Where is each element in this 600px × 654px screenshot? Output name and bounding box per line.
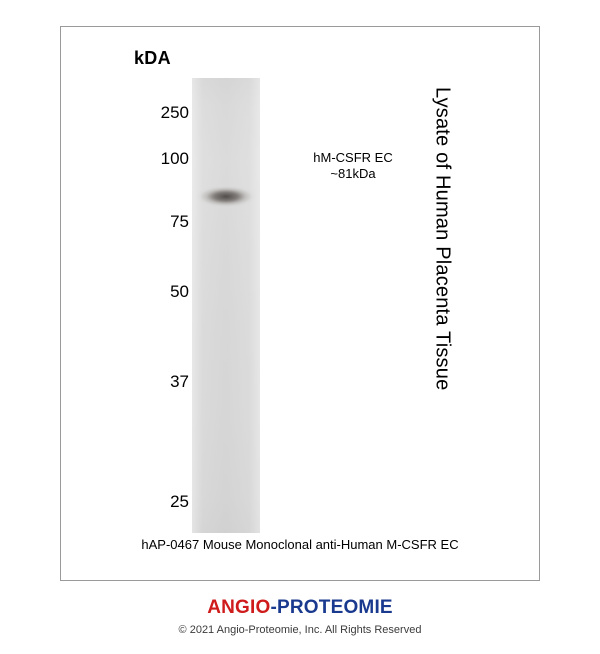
ladder-mark-250: 250	[160, 103, 189, 122]
company-logo	[0, 597, 600, 619]
figure-caption: hAP-0467 Mouse Monoclonal anti-Human M-CSFR EC	[141, 537, 459, 552]
protein-band	[197, 187, 255, 206]
sample-label-text: Lysate of Human Placenta Tissue	[431, 87, 454, 391]
brand-name-first: ANGIO	[207, 597, 271, 618]
band-weight: ~81kDa	[330, 166, 376, 181]
kda-axis-title: kDA	[134, 48, 171, 68]
brand-separator: -	[270, 597, 277, 618]
molecular-weight-ladder	[121, 27, 189, 580]
band-name: hM-CSFR EC	[313, 150, 393, 165]
sample-label	[425, 87, 459, 517]
western-blot-figure	[60, 26, 540, 581]
ladder-mark-37: 37	[170, 372, 189, 391]
ladder-mark-75: 75	[170, 212, 189, 231]
copyright-text: © 2021 Angio-Proteomie, Inc. All Rights Reserved	[178, 624, 422, 636]
ladder-mark-25: 25	[170, 492, 189, 511]
ladder-mark-100: 100	[160, 149, 189, 168]
ladder-mark-50: 50	[170, 282, 189, 301]
gel-lane	[192, 78, 260, 533]
brand-name-second: PROTEOMIE	[277, 597, 393, 618]
band-annotation	[288, 150, 418, 182]
